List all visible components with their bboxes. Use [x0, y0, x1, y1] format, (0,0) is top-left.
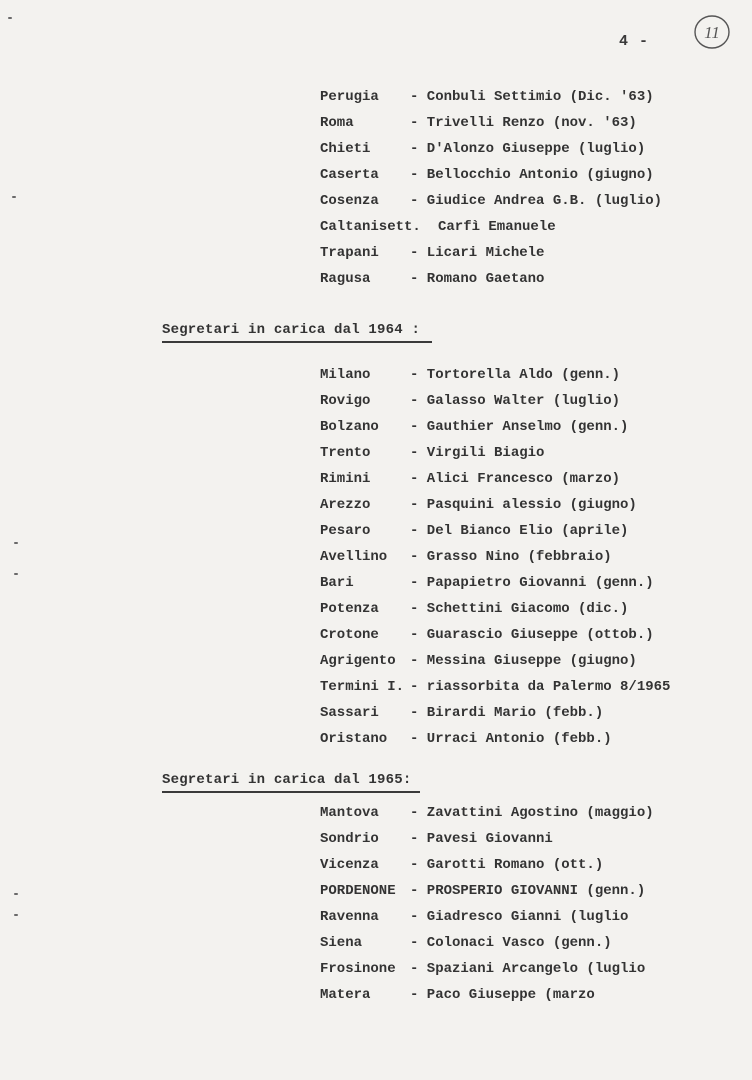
secretary-entry: - D'Alonzo Giuseppe (luglio) — [410, 141, 646, 157]
margin-mark — [14, 893, 18, 895]
city-label: Pesaro — [320, 523, 371, 539]
secretary-entry: - Del Bianco Elio (aprile) — [410, 523, 629, 539]
margin-mark — [8, 17, 12, 19]
city-label: Ravenna — [320, 909, 379, 925]
city-label: Siena — [320, 935, 363, 951]
city-label: Oristano — [320, 731, 388, 747]
secretary-entry: - Papapietro Giovanni (genn.) — [410, 575, 654, 591]
secretary-entry: - Gauthier Anselmo (genn.) — [410, 419, 629, 435]
page-number: 4 - — [619, 33, 650, 50]
secretary-entry: - Galasso Walter (luglio) — [410, 393, 621, 409]
city-label: Avellino — [320, 549, 388, 565]
secretary-entry: - Licari Michele — [410, 245, 545, 261]
secretary-entry: - Garotti Romano (ott.) — [410, 857, 604, 873]
svg-text:11: 11 — [704, 23, 720, 42]
secretary-entry: - Schettini Giacomo (dic.) — [410, 601, 629, 617]
city-label: Perugia — [320, 89, 379, 105]
city-label: Bolzano — [320, 419, 379, 435]
secretary-entry: - PROSPERIO GIOVANNI (genn.) — [410, 883, 646, 899]
secretary-entry: - Giudice Andrea G.B. (luglio) — [410, 193, 663, 209]
city-label: Crotone — [320, 627, 379, 643]
city-label: Caltanisett. — [320, 219, 421, 235]
city-label: Cosenza — [320, 193, 379, 209]
secretary-entry: - Colonaci Vasco (genn.) — [410, 935, 612, 951]
city-label: Sassari — [320, 705, 379, 721]
secretary-entry: - Trivelli Renzo (nov. '63) — [410, 115, 637, 131]
secretary-entry: - Grasso Nino (febbraio) — [410, 549, 612, 565]
section-heading: Segretari in carica dal 1965: — [162, 772, 412, 788]
city-label: Arezzo — [320, 497, 371, 513]
city-label: PORDENONE — [320, 883, 396, 899]
margin-mark — [12, 196, 16, 198]
city-label: Bari — [320, 575, 354, 591]
city-label: Milano — [320, 367, 371, 383]
secretary-entry: - Birardi Mario (febb.) — [410, 705, 604, 721]
secretary-entry: - Paco Giuseppe (marzo — [410, 987, 595, 1003]
margin-mark — [14, 573, 18, 575]
city-label: Roma — [320, 115, 354, 131]
secretary-entry: - Alici Francesco (marzo) — [410, 471, 621, 487]
secretary-entry: Carfì Emanuele — [438, 219, 556, 235]
secretary-entry: - Tortorella Aldo (genn.) — [410, 367, 621, 383]
secretary-entry: - Virgili Biagio — [410, 445, 545, 461]
secretary-entry: - riassorbita da Palermo 8/1965 — [410, 679, 671, 695]
city-label: Frosinone — [320, 961, 396, 977]
secretary-entry: - Guarascio Giuseppe (ottob.) — [410, 627, 654, 643]
city-label: Termini I. — [320, 679, 405, 695]
city-label: Trento — [320, 445, 371, 461]
heading-underline — [162, 341, 432, 343]
city-label: Rovigo — [320, 393, 371, 409]
heading-underline — [162, 791, 420, 793]
city-label: Potenza — [320, 601, 379, 617]
city-label: Sondrio — [320, 831, 379, 847]
secretary-entry: - Giadresco Gianni (luglio — [410, 909, 629, 925]
section-heading: Segretari in carica dal 1964 : — [162, 322, 421, 338]
city-label: Rimini — [320, 471, 371, 487]
secretary-entry: - Romano Gaetano — [410, 271, 545, 287]
city-label: Mantova — [320, 805, 379, 821]
city-label: Matera — [320, 987, 371, 1003]
city-label: Caserta — [320, 167, 379, 183]
secretary-entry: - Messina Giuseppe (giugno) — [410, 653, 637, 669]
margin-mark — [14, 914, 18, 916]
margin-mark — [14, 542, 18, 544]
city-label: Agrigento — [320, 653, 396, 669]
secretary-entry: - Conbuli Settimio (Dic. '63) — [410, 89, 654, 105]
folio-stamp-icon — [692, 12, 732, 52]
secretary-entry: - Spaziani Arcangelo (luglio — [410, 961, 646, 977]
city-label: Ragusa — [320, 271, 371, 287]
secretary-entry: - Pavesi Giovanni — [410, 831, 553, 847]
city-label: Trapani — [320, 245, 379, 261]
city-label: Chieti — [320, 141, 371, 157]
secretary-entry: - Pasquini alessio (giugno) — [410, 497, 637, 513]
secretary-entry: - Zavattini Agostino (maggio) — [410, 805, 654, 821]
secretary-entry: - Urraci Antonio (febb.) — [410, 731, 612, 747]
secretary-entry: - Bellocchio Antonio (giugno) — [410, 167, 654, 183]
city-label: Vicenza — [320, 857, 379, 873]
